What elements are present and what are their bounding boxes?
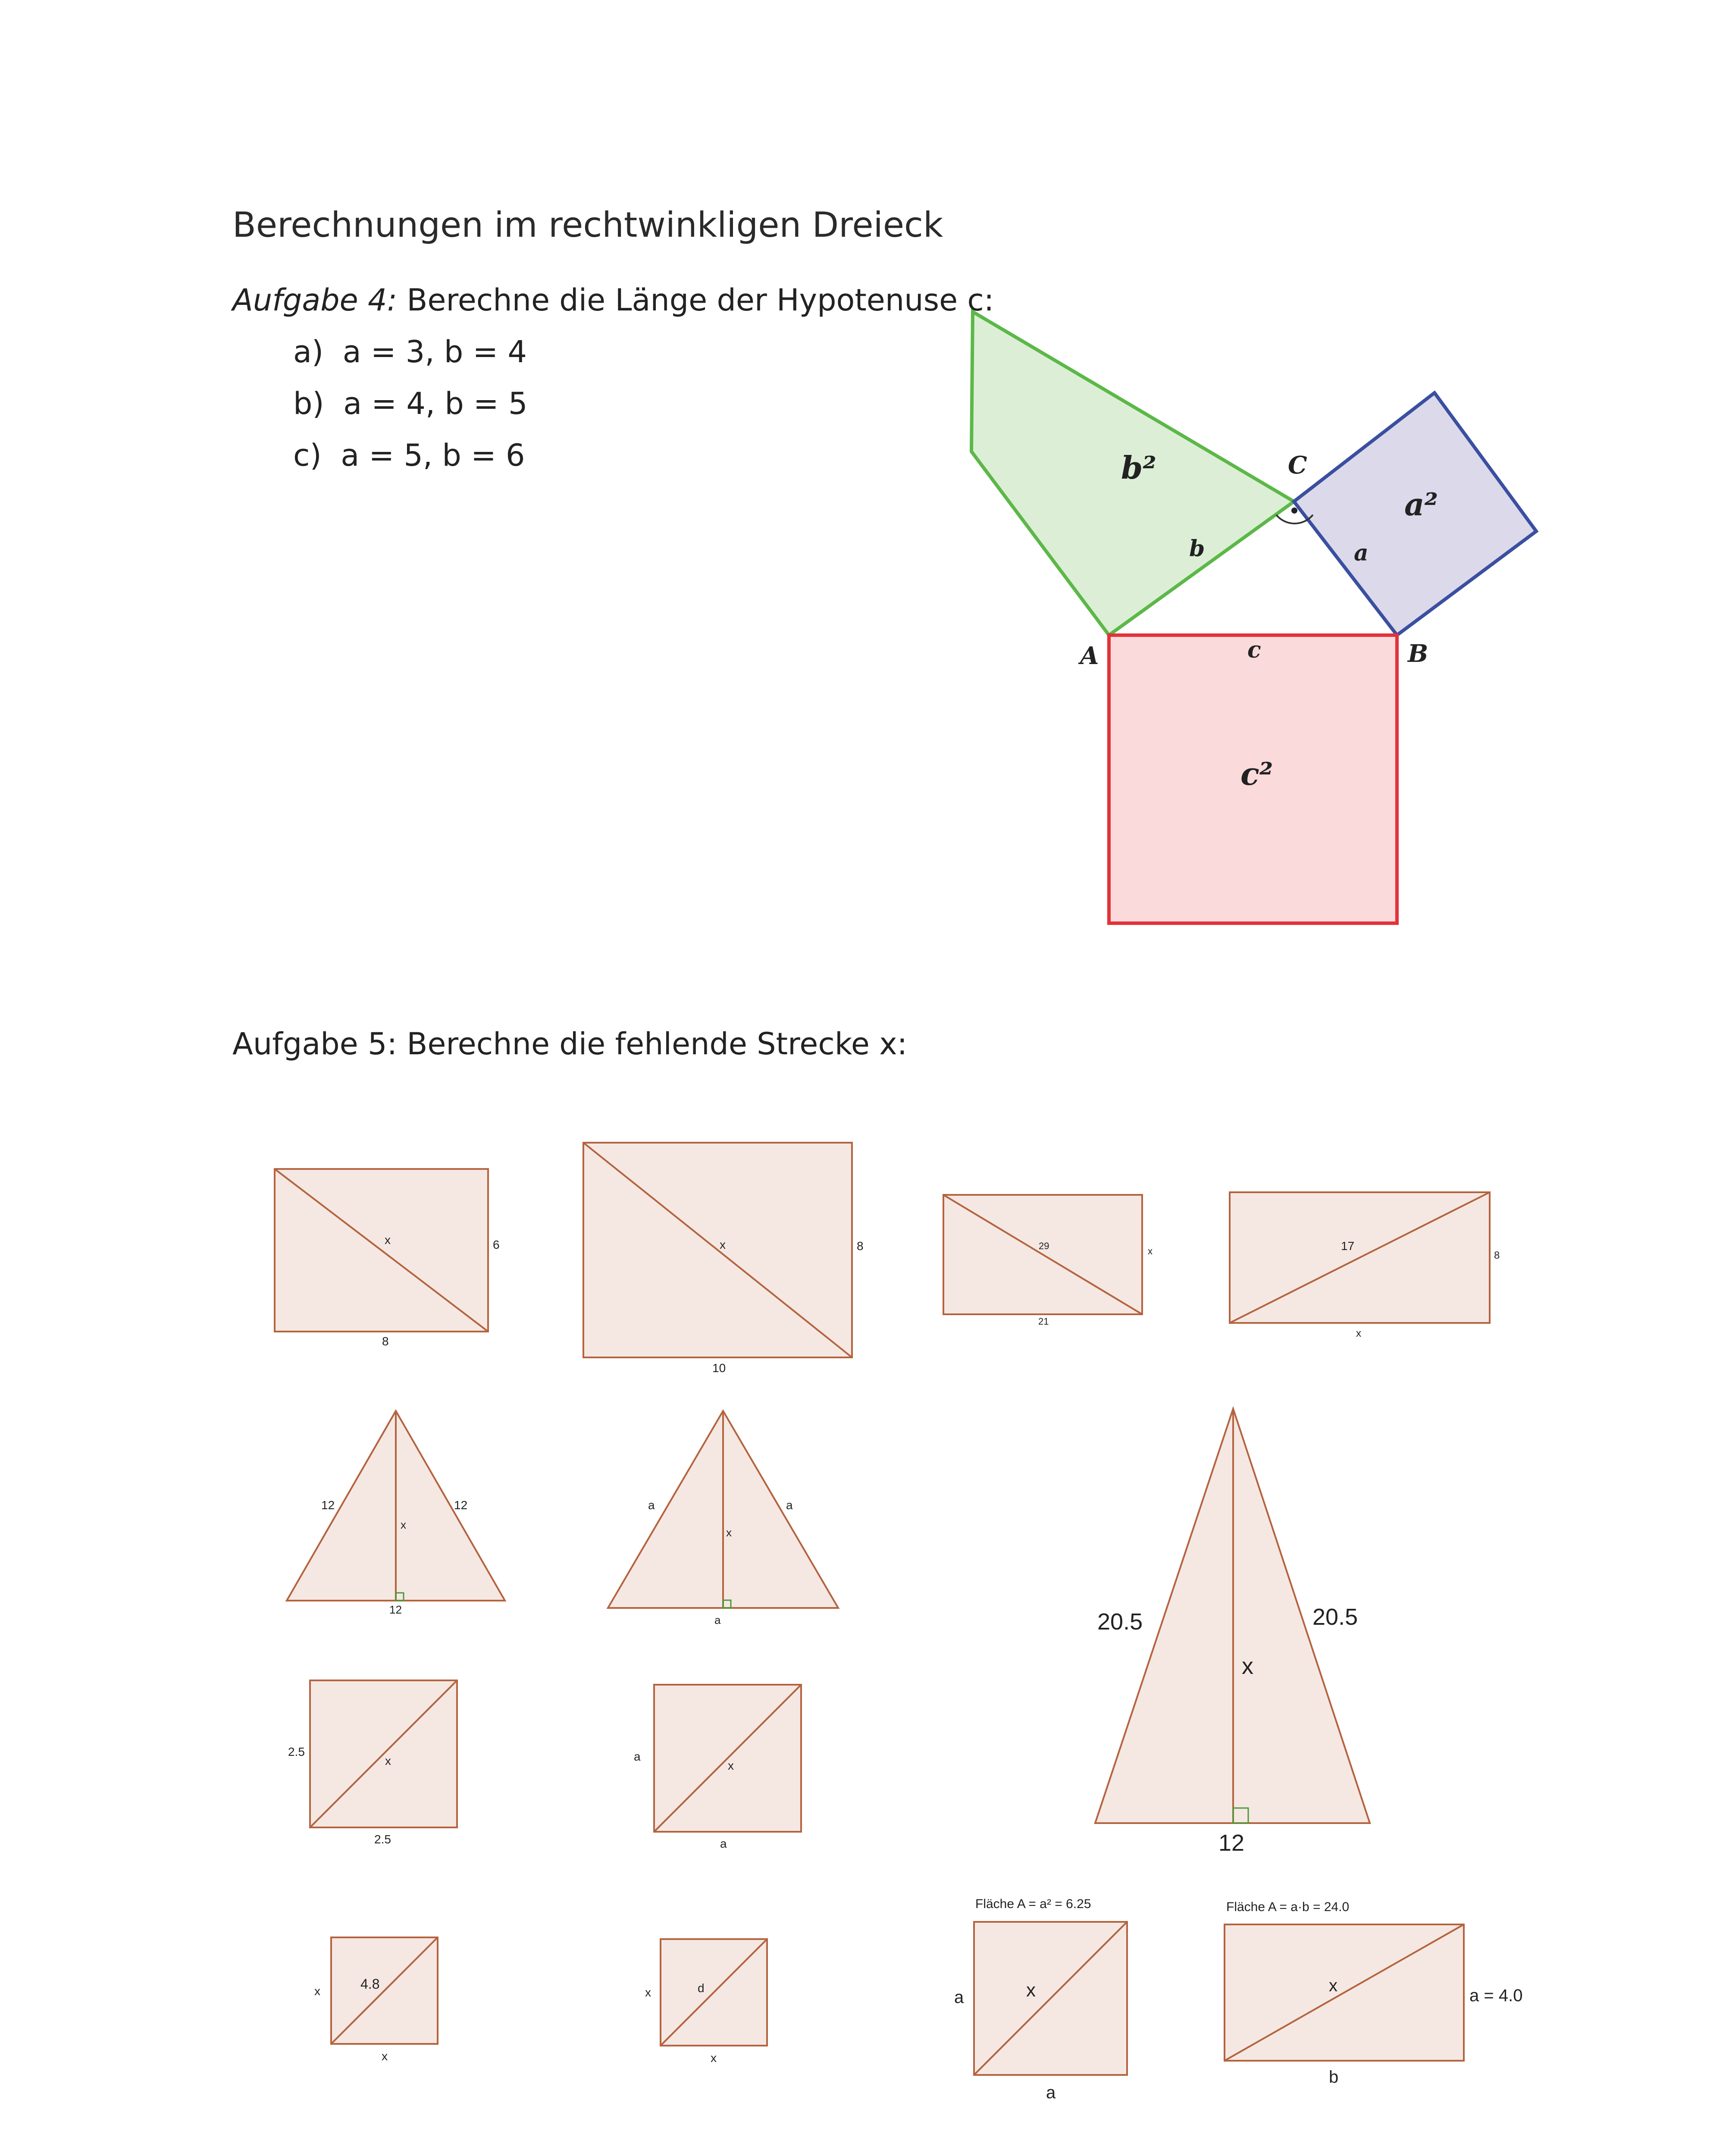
rect-3-width-label: 21 xyxy=(1038,1316,1049,1327)
sq-3-left-label: x xyxy=(314,1984,320,1998)
subtask-text: a = 3, b = 4 xyxy=(342,334,527,370)
rect-2-height-label: 8 xyxy=(857,1239,864,1253)
rect-3-diag-label: 29 xyxy=(1039,1241,1049,1251)
rect-5-right-label: a = 4.0 xyxy=(1469,1986,1523,2005)
sq-2-left-label: a xyxy=(634,1750,641,1763)
rect-3-height-label: x xyxy=(1148,1246,1153,1257)
label-c-squared: c² xyxy=(1240,755,1273,792)
sq-4-diag-label: d xyxy=(698,1981,705,1995)
sq-5-diag-label: x xyxy=(1026,1980,1036,2001)
tri-3-height-label: x xyxy=(1242,1653,1253,1679)
sq-1-left-label: 2.5 xyxy=(288,1745,305,1758)
rect-2-diag-label: x xyxy=(720,1238,726,1251)
rect-5-caption: Fläche A = a·b = 24.0 xyxy=(1226,1900,1350,1914)
rect-1-width-label: 8 xyxy=(382,1335,389,1348)
tri-3-left-label: 20.5 xyxy=(1097,1609,1143,1635)
pythagoras-figure xyxy=(971,312,1536,923)
rect-4-width-label: x xyxy=(1356,1328,1361,1339)
subtask-prefix: b) xyxy=(293,386,324,421)
tri-1-right-label: 12 xyxy=(454,1498,468,1512)
subtask-prefix: a) xyxy=(293,334,324,370)
aufgabe4-text: Berechne die Länge der Hypotenuse c: xyxy=(397,282,994,318)
tri-2-right-label: a xyxy=(786,1498,793,1512)
sq-1-diag-label: x xyxy=(385,1754,391,1767)
label-vertex-c: C xyxy=(1288,451,1307,479)
tri-1-base-label: 12 xyxy=(389,1603,402,1616)
rect-4-diag-label: 17 xyxy=(1341,1239,1355,1253)
label-side-c: c xyxy=(1247,637,1261,663)
rect-2-width-label: 10 xyxy=(712,1361,726,1375)
label-side-b: b xyxy=(1189,536,1205,562)
label-vertex-a: A xyxy=(1080,642,1099,670)
label-a-squared: a² xyxy=(1404,486,1438,523)
tri-1-height-label: x xyxy=(401,1518,406,1531)
tri-2-base-label: a xyxy=(714,1614,721,1626)
tri-2-left-label: a xyxy=(648,1498,655,1512)
subtask-text: a = 5, b = 6 xyxy=(341,438,525,473)
rect-5-bottom-label: b xyxy=(1329,2068,1339,2087)
sq-5-bottom-label: a xyxy=(1046,2083,1056,2102)
aufgabe4-label: Aufgabe 4: xyxy=(232,282,398,318)
label-b-squared: b² xyxy=(1121,449,1156,486)
rect-5-diag-label: x xyxy=(1329,1976,1337,1995)
sq-2-bottom-label: a xyxy=(720,1837,727,1850)
tri-1-left-label: 12 xyxy=(321,1498,335,1512)
sq-5-caption: Fläche A = a² = 6.25 xyxy=(975,1897,1091,1911)
sq-1-bottom-label: 2.5 xyxy=(374,1833,391,1846)
sq-3-bottom-label: x xyxy=(382,2049,388,2063)
sq-4-left-label: x xyxy=(645,1986,651,1999)
rect-1-diag-label: x xyxy=(385,1233,391,1247)
sq-3-diag-label: 4.8 xyxy=(360,1976,380,1992)
subtask-text: a = 4, b = 5 xyxy=(343,386,528,421)
label-side-a: a xyxy=(1354,540,1369,566)
aufgabe5-heading: Aufgabe 5: Berechne die fehlende Strecke x: xyxy=(232,1026,908,1062)
sq-4-bottom-label: x xyxy=(711,2051,717,2065)
tri-3-right-label: 20.5 xyxy=(1312,1604,1358,1630)
page-title: Berechnungen im rechtwinkligen Dreieck xyxy=(232,205,943,245)
label-vertex-b: B xyxy=(1408,639,1428,668)
rect-4-height-label: 8 xyxy=(1494,1250,1500,1261)
tri-2-height-label: x xyxy=(726,1526,732,1539)
rect-1-height-label: 6 xyxy=(493,1238,500,1251)
sq-2-diag-label: x xyxy=(728,1759,734,1772)
subtask-prefix: c) xyxy=(293,438,322,473)
sq-5-left-label: a xyxy=(954,1988,964,2007)
tri-3-base-label: 12 xyxy=(1218,1830,1245,1856)
right-angle-dot xyxy=(1291,508,1297,514)
